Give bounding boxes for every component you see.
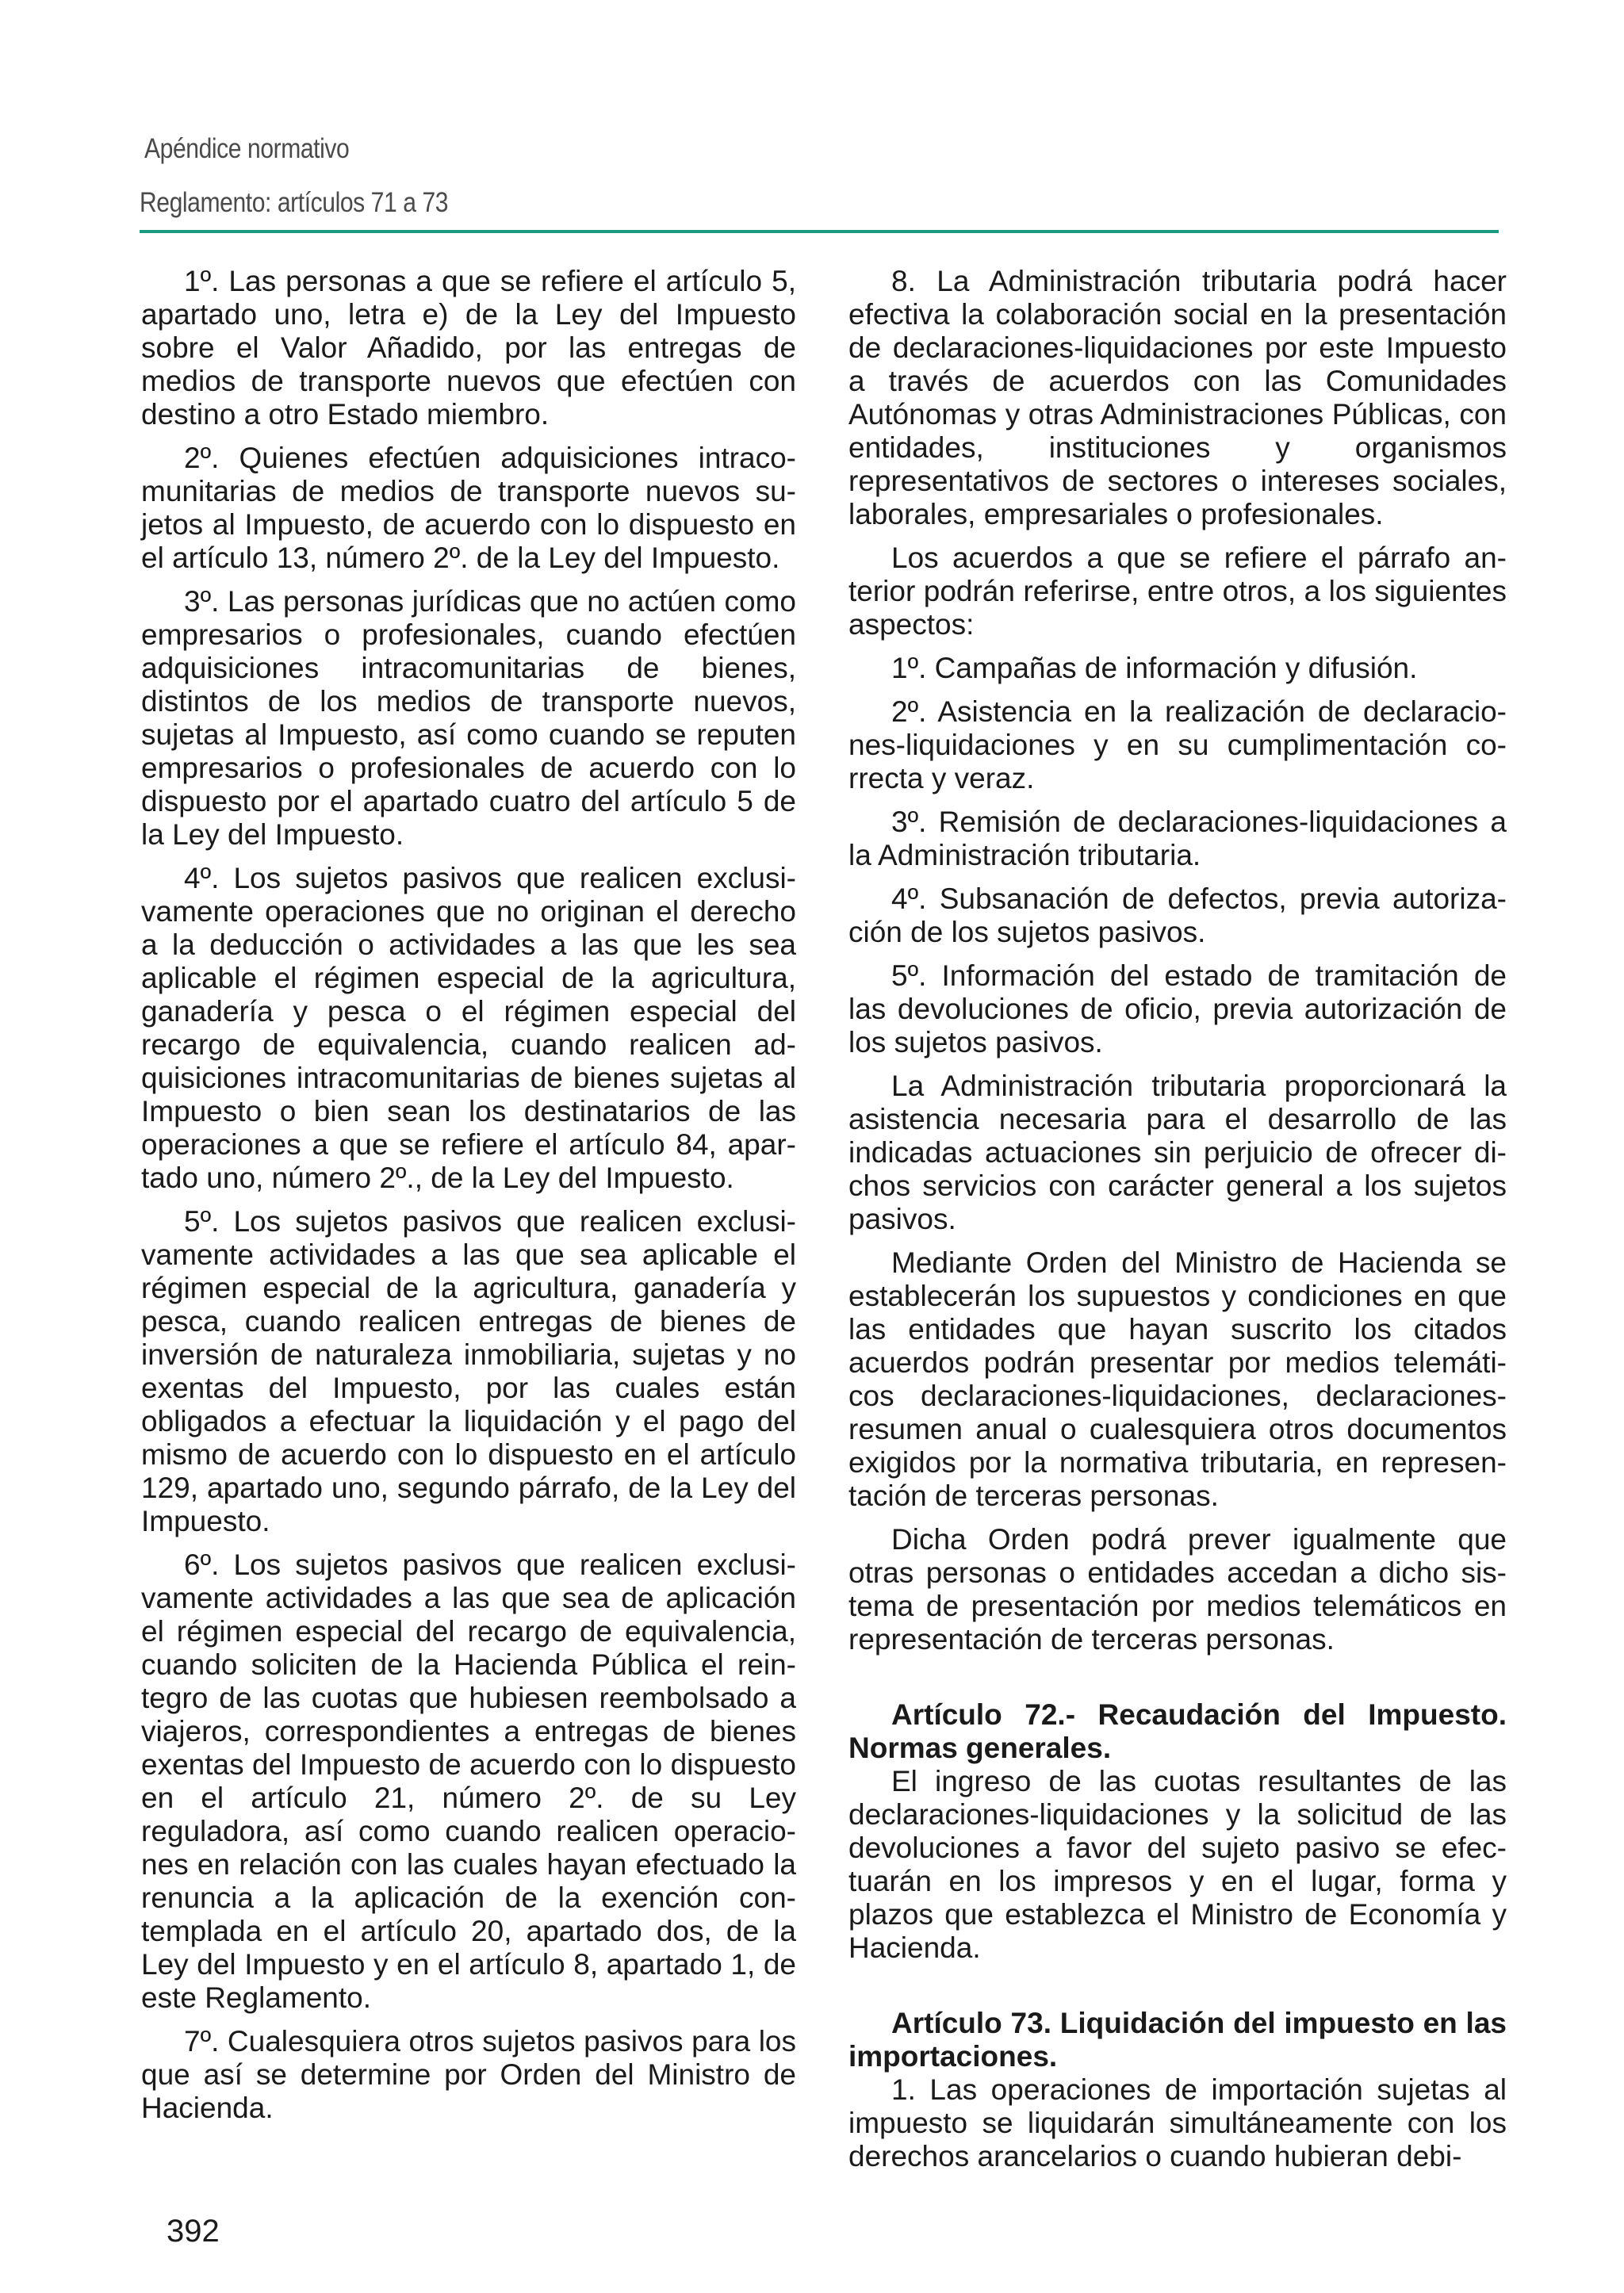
paragraph-acuerdos: Los acuerdos a que se refiere el párrafo anterior podrán referirse, entre otros, a los siguientes aspectos: bbox=[848, 542, 1507, 641]
running-header-subsection: Reglamento: artículos 71 a 73 bbox=[140, 187, 449, 218]
header-rule bbox=[140, 230, 1499, 233]
article-73-paragraph: 1. Las operaciones de importación sujetas al impuesto se liquidarán simultáneamente con los derechos arancelarios o cuando hubieran debi- bbox=[848, 2073, 1507, 2172]
page-number: 392 bbox=[167, 2214, 220, 2249]
list-item-5: 5º. Información del estado de tramitación de las devoluciones de oficio, previa autorización de los sujetos pasivos. bbox=[848, 959, 1507, 1058]
right-column bbox=[848, 265, 1507, 2184]
paragraph-5: 5º. Los sujetos pasivos que realicen exclusivamente actividades a las que sea aplicable el régimen especial de la agricultura, ganadería y pesca, cuando realicen entregas de bienes de inversión de naturaleza inmobiliaria, sujetas y no exentas del Impuesto, por las cuales están obligados a efectuar la liquidación y el pago del mismo de acuerdo con lo dispuesto en el artículo 129, apartado uno, segundo párrafo, de la Ley del Impuesto. bbox=[141, 1205, 796, 1537]
article-72-heading: Artículo 72.- Recaudación del Impuesto. Normas generales. bbox=[848, 1698, 1507, 1764]
paragraph-3: 3º. Las personas jurídicas que no actúen como empresarios o profesionales, cuando efectúen adquisiciones intracomunitarias de bienes, distintos de los medios de transporte nuevos, sujetas al Impuesto, así como cuando se reputen empresarios o profesionales de acuerdo con lo dispuesto por el apartado cuatro del artículo 5 de la Ley del Impuesto. bbox=[141, 585, 796, 851]
running-header-section: Apéndice normativo bbox=[144, 133, 350, 164]
list-item-3: 3º. Remisión de declaraciones-liquidaciones a la Administración tributaria. bbox=[848, 806, 1507, 871]
article-73-heading: Artículo 73. Liquidación del impuesto en las importaciones. bbox=[848, 2007, 1507, 2073]
left-column bbox=[141, 265, 796, 2135]
paragraph-1: 1º. Las personas a que se refiere el artículo 5, apartado uno, letra e) de la Ley del Impuesto sobre el Valor Añadido, por las entregas de medios de transporte nuevos que efectúen con destino a otro Estado miembro. bbox=[141, 265, 796, 431]
list-item-1: 1º. Campañas de información y difusión. bbox=[891, 652, 1418, 684]
paragraph-7: 7º. Cualesquiera otros sujetos pasivos para los que así se determine por Orden del Ministro de Hacienda. bbox=[141, 2025, 796, 2124]
paragraph-asistencia: La Administración tributaria proporcionará la asistencia necesaria para el desarrollo de las indicadas actuaciones sin perjuicio de ofrecer dichos servicios con carácter general a los sujetos pasivos. bbox=[848, 1070, 1507, 1235]
list-item-2: 2º. Asistencia en la realización de declaraciones-liquidaciones y en su cumplimentación correcta y veraz. bbox=[848, 695, 1507, 794]
article-72-paragraph: El ingreso de las cuotas resultantes de las declaraciones-liquidaciones y la solicitud de las devoluciones a favor del sujeto pasivo se efectuarán en los impresos y en el lugar, forma y plazos que establezca el Ministro de Economía y Hacienda. bbox=[848, 1765, 1507, 1964]
paragraph-2: 2º. Quienes efectúen adquisiciones intracomunitarias de medios de transporte nuevos sujetos al Impuesto, de acuerdo con lo dispuesto en el artículo 13, número 2º. de la Ley del Impuesto. bbox=[141, 442, 796, 574]
section-gap bbox=[848, 1667, 1507, 1698]
paragraph-6: 6º. Los sujetos pasivos que realicen exclusivamente actividades a las que sea de aplicación el régimen especial del recargo de equivalencia, cuando soliciten de la Hacienda Pública el reintegro de las cuotas que hubiesen reembolsado a viajeros, correspondientes a entregas de bienes exentas del Impuesto de acuerdo con lo dispuesto en el artículo 21, número 2º. de su Ley reguladora, así como cuando realicen operaciones en relación con las cuales hayan efectuado la renuncia a la aplicación de la exención contemplada en el artículo 20, apartado dos, de la Ley del Impuesto y en el artículo 8, apartado 1, de este Reglamento. bbox=[141, 1548, 796, 2014]
list-item-4: 4º. Subsanación de defectos, previa autorización de los sujetos pasivos. bbox=[848, 882, 1507, 948]
paragraph-orden: Mediante Orden del Ministro de Hacienda se establecerán los supuestos y condiciones en que las entidades que hayan suscrito los citados acuerdos podrán presentar por medios telemáticos declaraciones-liquidaciones, declaraciones-resumen anual o cualesquiera otros documentos exigidos por la normativa tributaria, en representación de terceras personas. bbox=[848, 1246, 1507, 1512]
paragraph-4: 4º. Los sujetos pasivos que realicen exclusivamente operaciones que no originan el derecho a la deducción o actividades a las que les sea aplicable el régimen especial de la agricultura, ganadería y pesca o el régimen especial del recargo de equivalencia, cuando realicen adquisiciones intracomunitarias de bienes sujetas al Impuesto o bien sean los destinatarios de las operaciones a que se refiere el artículo 84, apartado uno, número 2º., de la Ley del Impuesto. bbox=[141, 862, 796, 1194]
paragraph-dicha-orden: Dicha Orden podrá prever igualmente que otras personas o entidades accedan a dicho sistema de presentación por medios telemáticos en representación de terceras personas. bbox=[848, 1523, 1507, 1656]
section-gap bbox=[848, 1975, 1507, 2007]
paragraph-8: 8. La Administración tributaria podrá hacer efectiva la colaboración social en la presentación de declaraciones-liquidaciones por este Impuesto a través de acuerdos con las Comunidades Autónomas y otras Administraciones Públicas, con entidades, instituciones y organismos representativos de sectores o intereses sociales, laborales, empresariales o profesionales. bbox=[848, 265, 1507, 530]
